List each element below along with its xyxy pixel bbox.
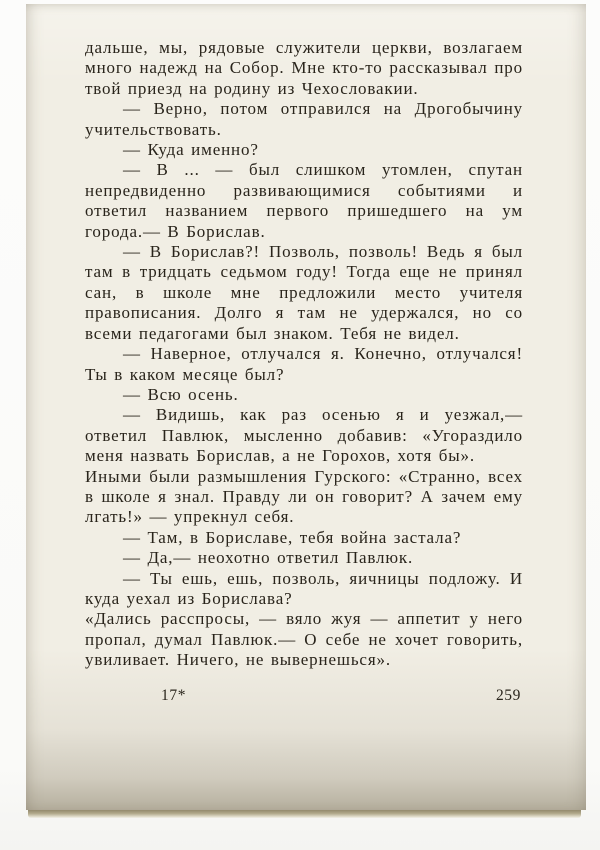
page-number: 259 [495,686,521,704]
paragraph: — Куда именно? [123,140,259,160]
paragraph: — В Борислав?! Позволь, позволь! Ведь я был там в тридцать седьмом году! Тогда еще не принял сан, в школе мне предложили место учителя правописания. Долго я там не удержался, но со всеми педагогами был знаком. Тебя не видел. [85,242,523,343]
paragraph: — Всю осень. [123,384,239,404]
paragraph: «Дались расспросы, — вяло жуя — аппетит у него пропал, думал Павлюк.— О себе не хочет говорить, увиливает. Ничего, не вывернешься». [85,609,523,670]
printer-signature: 17* [161,686,187,704]
paragraph: — Да,— неохотно ответил Павлюк. [123,548,414,568]
page-bottom-edge-shadow [28,810,581,818]
paragraph: — Видишь, как раз осенью я и уезжал,— ответил Павлюк, мысленно добавив: «Угораздило меня назвать Борислав, а не Горохов, хотя бы». [85,405,523,466]
paragraph: — Ты ешь, ешь, позволь, яичницы подложу. И куда уехал из Борислава? [85,568,523,608]
text-block [85,38,523,671]
paragraph: — Там, в Бориславе, тебя война застала? [123,527,462,547]
book-page [26,4,586,810]
paragraph: — Верно, потом отправился на Дрогобычину учительствовать. [85,99,523,139]
paragraph: — В ... — был слишком утомлен, спутан непредвиденно развивающимися событиями и ответил названием первого пришедшего на ум города.— В Борислав. [85,160,523,241]
paragraph: дальше, мы, рядовые служители церкви, возлагаем много надежд на Собор. Мне кто-то рассказывал про твой приезд на родину из Чехословакии. [85,38,523,98]
text-column [85,38,523,707]
paragraph: Иными были размышления Гурского: «Странно, всех в школе я знал. Правду ли он говорит? А зачем ему лгать!» — упрекнул себя. [85,466,523,527]
paragraph: — Наверное, отлучался я. Конечно, отлучался! Ты в каком месяце был? [85,344,523,384]
page-footer [85,687,523,707]
